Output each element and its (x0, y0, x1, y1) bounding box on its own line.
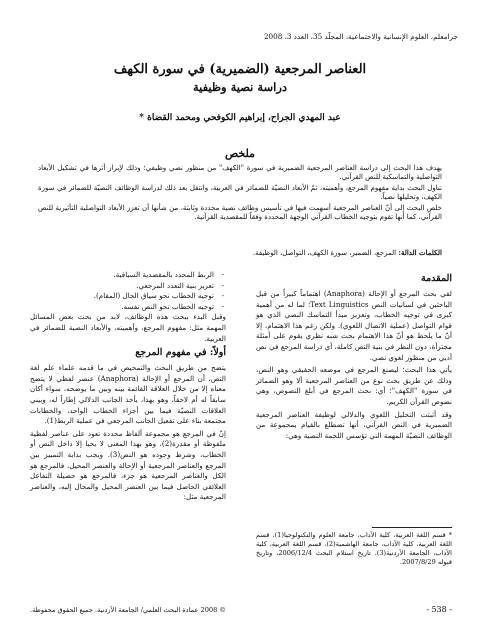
page-footer (30, 604, 452, 616)
copyright-notice: © 2008 عمادة البحث العلمي/ الجامعة الأردنية. جميع الحقوق محفوظة. (30, 606, 226, 614)
body-paragraph: لقي بحث المرجع أو الإحالة (Anaphora) اهتماماً كبيراً من قبل الباحثين في لسانيات النص Text Linguistics؛ لما له من أهمية كبرى في توجيه الخطاب، وتعزيز مبدأ التماسك النصي الذي هو قوام التواصل (عملية الاتصال اللغوي). ولكن رغم هذا الاهتمام، إلا أنّ ما يلحظ هو أنّ هذا الاهتمام بحث شبه نظري يقوم على أمثلة مجتزأة، دون النظر في بنية النص كاملة، أي دراسة المرجع في نص أدبي من منظور لغوي نصي. (256, 289, 452, 362)
list-item: - تعزيز بنية التعدد المرجعي. (30, 281, 226, 292)
functions-list (30, 270, 226, 312)
left-column (30, 270, 226, 505)
page-number: - 538 - (426, 605, 452, 614)
keywords-list: المرجع، الضمير، سورة الكهف، التواصل، الوظيفة. (252, 249, 397, 257)
list-item: - توجيه الخطاب نحو النص نفسه. (30, 302, 226, 313)
body-paragraph: يأتي هذا البحث؛ ليصنع المرجع في موضعه الحقيقي وهو النص، وذلك عن طريق بحث نوع من العناصر المرجعية ألا وهو الضمائر في سورة "الكهف"؛ أي: بحث المرجع في أبلغ النصوص، وهي نصوص القرآن الكريم. (256, 365, 452, 406)
right-column (256, 270, 452, 443)
article-title: العناصر المرجعية (الضميرية) في سورة الكهف (113, 62, 367, 77)
keywords (38, 248, 442, 258)
author-footnote: * قسم اللغة العربية، كلية الآداب، جامعة العلوم والتكنولوجيا(1)، قسم اللغة العربية، كلية الآداب، جامعة الهاشمية(2)، قسم اللغة العربية، كلية الآداب، الجامعة الأردنية(3). تاريخ استلام البحث 2006/12/4، وتاريخ قبوله 2007/8/29. (256, 531, 452, 566)
list-item: - الربط المحدد بالمقصدية السياقية. (30, 270, 226, 281)
abstract-paragraph: تناول البحث بداية مفهوم المرجع، وأهميته، ثمّ الأبعاد النصيّة للضمائر في العربية، وانتقل بعد ذلك لدراسة الوظائف النصيّة للضمائر في سورة الكهف، وتحليلها نصياً. (38, 183, 442, 202)
body-paragraph: وقد أثبتت التحليل اللغوي والدلالي لوظيفة العناصر المرجعية الضميرية في النص القرآني، أنها تضطلع بالقيام بمجموعة من الوظائف النصيّة المهمة التي تؤسس اللحمة النصية وهي: (256, 409, 452, 440)
abstract-heading: ملخص (224, 147, 256, 160)
section-heading-introduction: المقدمة (420, 273, 452, 284)
section-heading-reference-concept: أولاً: في مفهوم المرجع (135, 347, 226, 359)
body-paragraph: وقبل البدء ببحث هذه الوظائف، لابد من بحث بعض المسائل المهمة مثل: مفهوم المرجع، وأهميته، والأبعاد النصية للضمائر في العربية. (30, 312, 226, 343)
keywords-label: الكلمات الدالة: (398, 248, 442, 257)
abstract-body (38, 164, 442, 223)
abstract-paragraph: خلص البحث إلى أنّ العناصر المرجعية أسهمت فيها في تأسيس وظائف نصية محددة وثابتة، من شأنها أن تعزز الأبعاد التواصلية التأثيرية للنص القرآني، كما أنها تقوم بتوجيه الخطاب القرآني الوجهة المحددة وفقاً للمقصدية القرآنية. (38, 203, 442, 222)
footnote-divider (372, 527, 452, 528)
body-paragraph: يتضح من طريق البحث والتمحيص في ما قدمه علماء علم لغة النص، أن المرجع أو الإحالة (Anaphora) عنصر لفظي لا يتضح معناه إلا من خلال العلاقة القائمة بينه وبين ما يوضحه، سواء أكان سابقاً له أم لاحقاً، وهو بهذا، يأخذ الجانب الدلالي إطاراً له، وبيني العلاقات النصيّة فيما بين أجزاء الخطاب الواحد، والخطابات مجتمعة بناء على تفعيل الجانب المرجعي في عملية الربط(1). (30, 363, 226, 426)
list-item: - توجيه الخطاب نحو سياق الحال (المقام). (30, 291, 226, 302)
article-subtitle: دراسة نصية وظيفية (192, 80, 288, 94)
article-authors: عبد المهدي الجراح، إبراهيم الكوفحي ومحمد القضاة * (139, 113, 341, 123)
body-paragraph: إنّ في المرجع هو مجموعة ألفاظ محددة تعود على عناصر لفظية ملفوظة أو مقدرة(2)، وهو بهذا المعنى لا يحيا إلا داخل النص أو الخطاب، وشرط وجوده هو النص(3). ويجب بداية التمييز بين المرجع والعناصر المرجعية أو الإحالة والعنصر المحيل، فالمرجع هو الكل والعناصر المرجعية هو جزء، فالمرجع هو حصيلة التفاعل العلائقي الحاصل فيما بين العنصر المحيل والمحال إليه، والعناصر المرجعية مثل: (30, 428, 226, 502)
running-header: جرامعلم، العلوم الإنسانية والاجتماعية، المجلّد 35، العدد 3، 2008 (263, 32, 458, 41)
abstract-paragraph: يهدف هذا البحث إلى دراسة العناصر المرجعية الضميرية في سورة "الكهف" من منظور نصي وظيفي؛ وذلك لإبراز أثرها في تشكيل الأبعاد التواصلية والتماسكية للنص القرآني. (38, 164, 442, 182)
